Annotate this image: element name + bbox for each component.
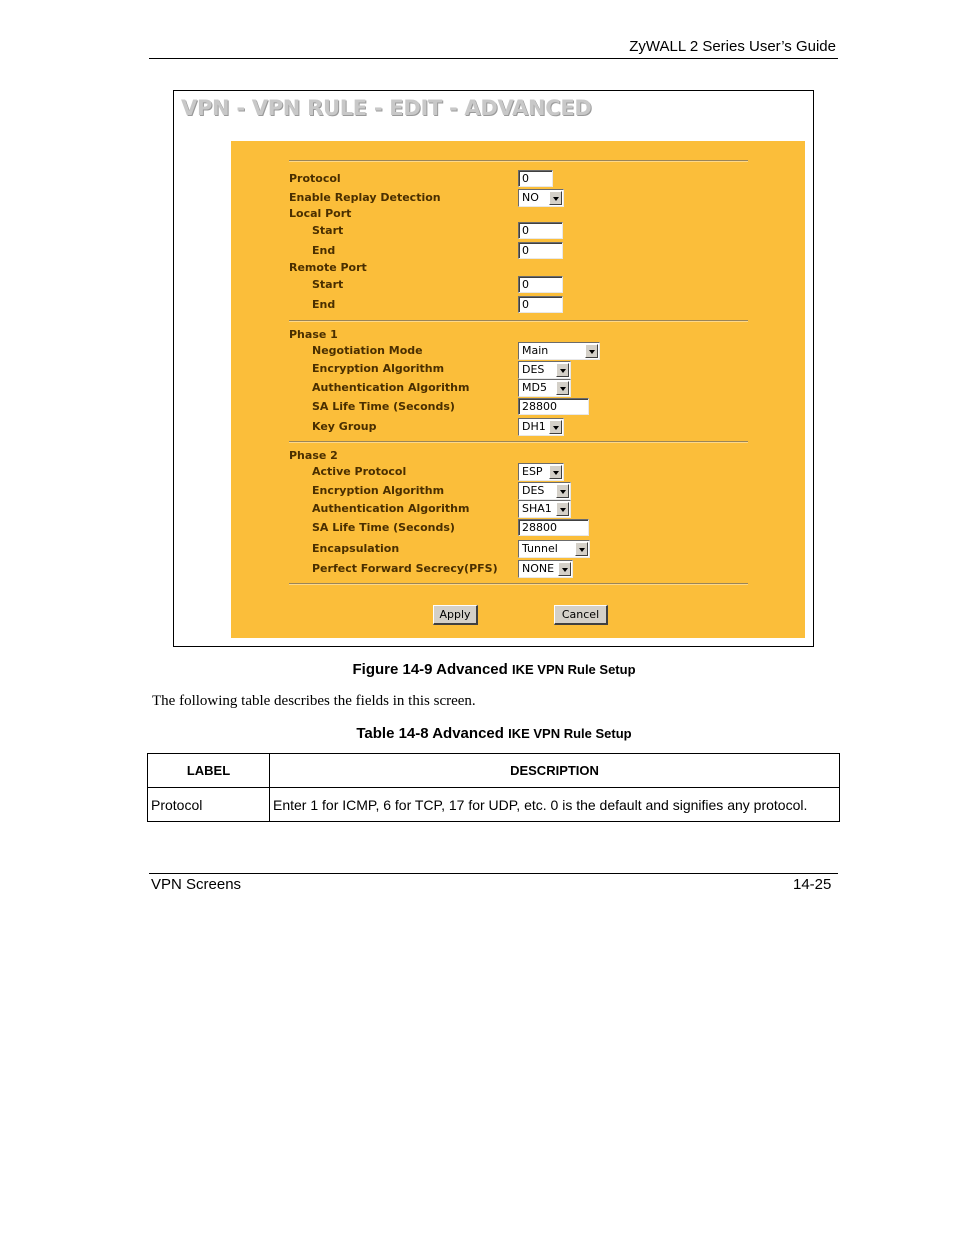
local-port-end-label: End — [312, 244, 336, 257]
local-port-end-input[interactable]: 0 — [518, 242, 563, 259]
protocol-input[interactable]: 0 — [518, 170, 553, 187]
table-caption — [0, 725, 954, 742]
phase1-authentication-label: Authentication Algorithm — [312, 381, 470, 394]
remote-port-end-label: End — [312, 298, 336, 311]
phase1-negotiation-mode-label: Negotiation Mode — [312, 344, 423, 357]
table-header-label: LABEL — [148, 754, 270, 788]
phase2-encryption-select[interactable] — [518, 482, 571, 500]
chevron-down-icon — [549, 465, 562, 479]
chevron-down-icon — [549, 191, 562, 205]
phase1-sa-life-input[interactable]: 28800 — [518, 398, 589, 415]
table-caption-suffix: IKE VPN Rule Setup — [508, 726, 632, 741]
table-header-description: DESCRIPTION — [270, 754, 840, 788]
replay-detection-select[interactable] — [518, 189, 564, 207]
phase2-encryption-label: Encryption Algorithm — [312, 484, 445, 497]
phase2-pfs-label: Perfect Forward Secrecy(PFS) — [312, 562, 498, 575]
replay-detection-label: Enable Replay Detection — [289, 191, 441, 204]
chevron-down-icon — [556, 363, 569, 377]
description-table — [147, 753, 840, 822]
phase2-sa-life-label: SA Life Time (Seconds) — [312, 521, 455, 534]
separator — [289, 583, 748, 585]
phase2-pfs-select[interactable] — [518, 560, 573, 578]
figure-caption-main: Figure 14-9 Advanced — [352, 661, 508, 678]
phase1-sa-life-label: SA Life Time (Seconds) — [312, 400, 455, 413]
phase2-pfs-value: NONE — [522, 562, 555, 575]
chevron-down-icon — [558, 562, 571, 576]
chevron-down-icon — [575, 542, 588, 556]
screen-title: VPN - VPN RULE - EDIT - ADVANCED — [181, 96, 592, 120]
phase2-active-protocol-value: ESP — [522, 465, 543, 478]
phase1-authentication-value: MD5 — [522, 381, 547, 394]
separator — [289, 320, 748, 322]
phase2-encapsulation-value: Tunnel — [522, 542, 558, 555]
replay-detection-value: NO — [522, 191, 539, 204]
table-header-row — [148, 754, 840, 788]
apply-button[interactable]: Apply — [433, 605, 478, 625]
phase2-authentication-label: Authentication Algorithm — [312, 502, 470, 515]
footer-page-number: 14-25 — [793, 876, 832, 893]
separator — [289, 160, 748, 162]
body-paragraph: The following table describes the fields in this screen. — [152, 693, 476, 709]
chevron-down-icon — [556, 484, 569, 498]
figure-caption-suffix: IKE VPN Rule Setup — [511, 662, 636, 677]
phase1-encryption-select[interactable] — [518, 361, 571, 379]
phase2-sa-life-input[interactable]: 28800 — [518, 519, 589, 536]
phase2-encapsulation-select[interactable] — [518, 540, 590, 558]
local-port-start-input[interactable]: 0 — [518, 222, 563, 239]
phase1-negotiation-mode-select[interactable] — [518, 342, 600, 360]
table-cell-label: Protocol — [148, 788, 270, 822]
phase1-label: Phase 1 — [289, 328, 338, 341]
chevron-down-icon — [556, 502, 569, 516]
phase1-encryption-value: DES — [522, 363, 545, 376]
footer-section: VPN Screens — [151, 876, 242, 893]
phase1-encryption-label: Encryption Algorithm — [312, 362, 445, 375]
remote-port-end-input[interactable]: 0 — [518, 296, 563, 313]
chevron-down-icon — [585, 344, 598, 358]
phase1-negotiation-mode-value: Main — [522, 344, 549, 357]
page-header-title: ZyWALL 2 Series User’s Guide — [629, 38, 836, 55]
header-rule — [149, 58, 838, 59]
separator — [289, 441, 748, 443]
table-caption-main: Table 14-8 Advanced — [356, 725, 504, 742]
phase1-key-group-label: Key Group — [312, 420, 377, 433]
phase2-authentication-value: SHA1 — [522, 502, 552, 515]
phase1-key-group-value: DH1 — [522, 420, 546, 433]
phase2-label: Phase 2 — [289, 449, 338, 462]
footer-rule — [149, 873, 838, 874]
remote-port-start-input[interactable]: 0 — [518, 276, 563, 293]
chevron-down-icon — [549, 420, 562, 434]
remote-port-start-label: Start — [312, 278, 344, 291]
phase1-key-group-select[interactable] — [518, 418, 564, 436]
table-row — [148, 788, 840, 822]
phase2-encryption-value: DES — [522, 484, 545, 497]
local-port-start-label: Start — [312, 224, 344, 237]
figure-caption — [0, 661, 954, 678]
phase2-encapsulation-label: Encapsulation — [312, 542, 400, 555]
local-port-label: Local Port — [289, 207, 352, 220]
phase2-authentication-select[interactable] — [518, 500, 571, 518]
phase2-active-protocol-label: Active Protocol — [312, 465, 407, 478]
table-cell-description: Enter 1 for ICMP, 6 for TCP, 17 for UDP, etc. 0 is the default and signifies any protocol. — [270, 788, 840, 822]
phase2-active-protocol-select[interactable] — [518, 463, 564, 481]
protocol-label: Protocol — [289, 172, 341, 185]
remote-port-label: Remote Port — [289, 261, 367, 274]
cancel-button[interactable]: Cancel — [554, 605, 608, 625]
phase1-authentication-select[interactable] — [518, 379, 571, 397]
chevron-down-icon — [556, 381, 569, 395]
